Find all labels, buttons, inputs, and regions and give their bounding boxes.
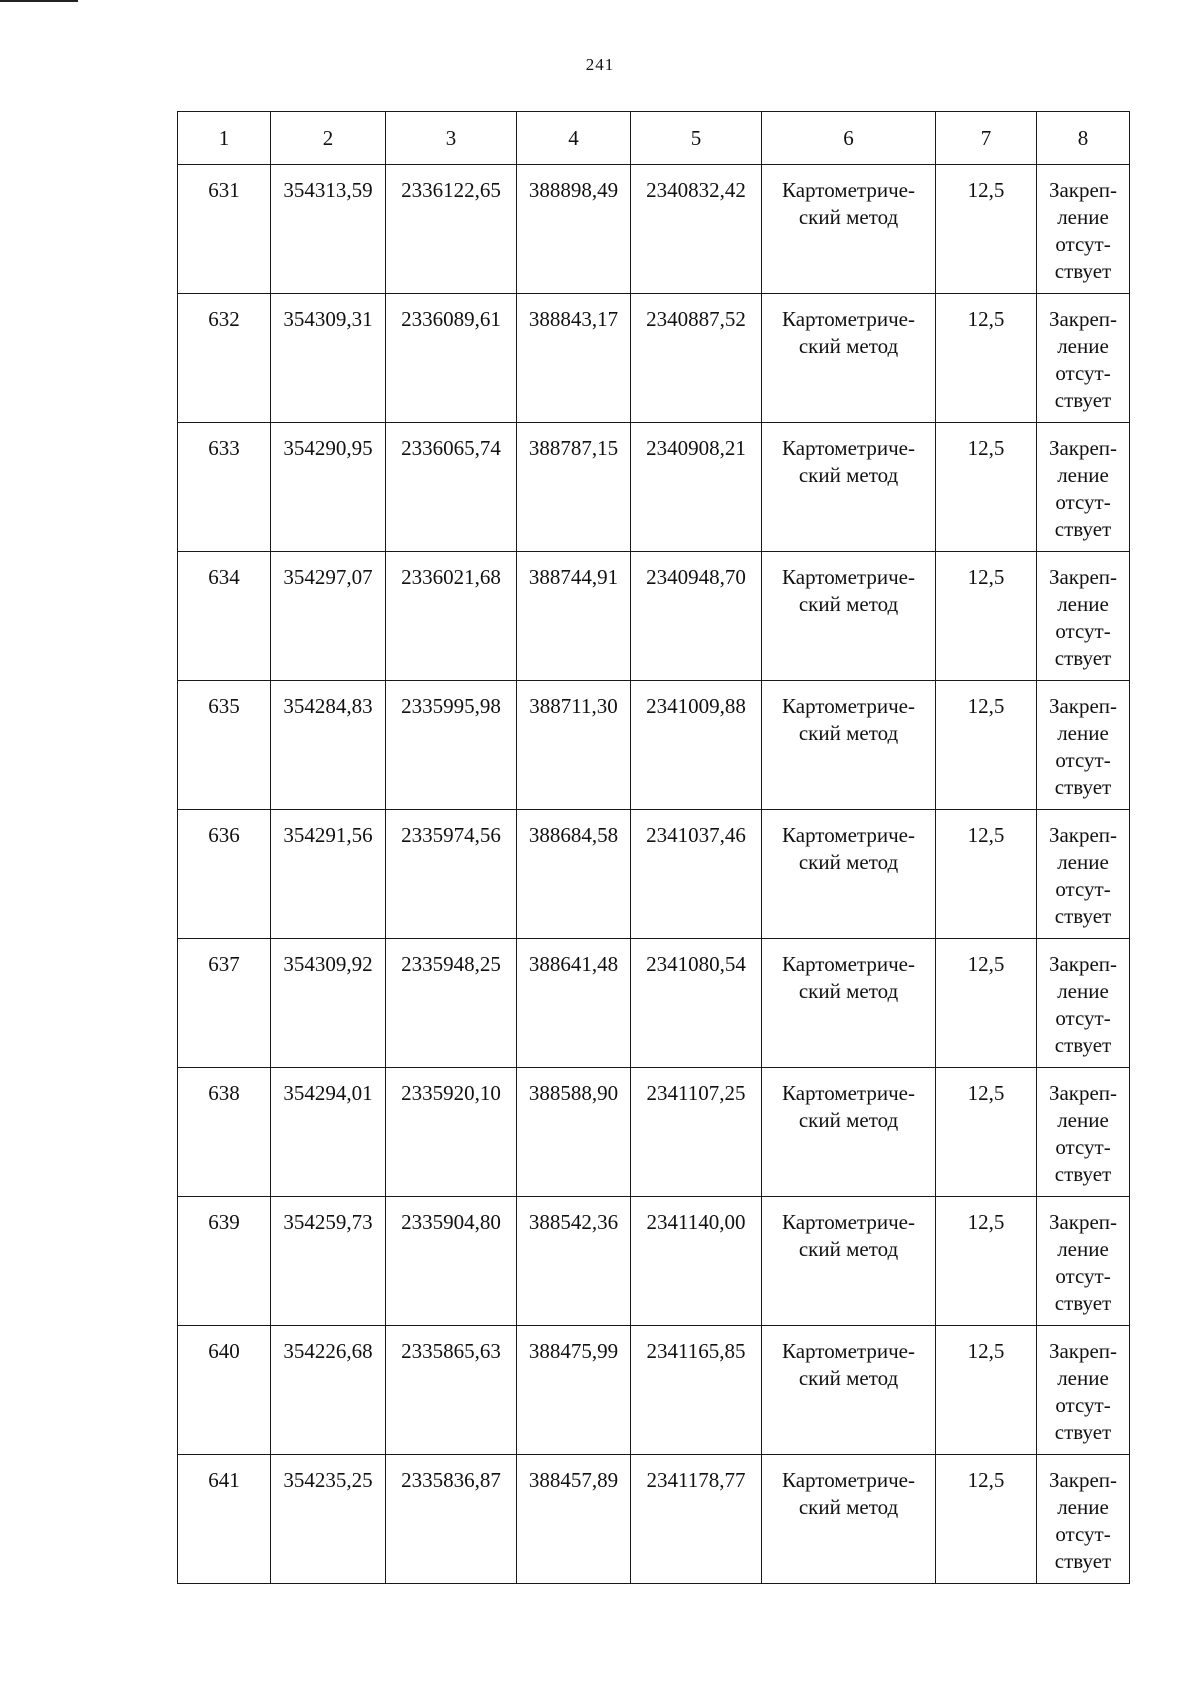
coord-col4-cell [517,294,631,423]
fixation-cell-text: ствует [1054,1291,1112,1315]
accuracy-cell [936,810,1037,939]
coord-col5-cell [631,1197,762,1326]
fixation-cell-text: отсут- [1055,748,1111,772]
fixation-cell-text: отсут- [1055,877,1111,901]
coord-col2-cell-text: 354309,92 [283,952,373,976]
coord-col2-cell-text: 354291,56 [283,823,373,847]
fixation-cell-text: ление [1057,463,1109,487]
method-cell-text: ский метод [798,1237,899,1261]
coord-col4-cell [517,1068,631,1197]
method-cell-text: Картометриче- [782,1210,915,1234]
coord-col3-cell-text: 2335948,25 [401,952,501,976]
coord-col2-cell [271,681,386,810]
point-number-cell-text: 633 [208,436,240,460]
coord-col4-cell-text: 388787,15 [528,436,619,460]
table-header [178,112,1130,165]
fixation-cell [1037,423,1130,552]
coord-col3-cell [386,552,517,681]
fixation-cell-text: ление [1057,205,1109,229]
table-row [178,1197,1130,1326]
coord-col2-cell [271,1068,386,1197]
fixation-cell [1037,939,1130,1068]
accuracy-cell [936,1455,1037,1584]
column-header-7: 7 [936,112,1037,165]
coord-col4-cell [517,1326,631,1455]
accuracy-cell-text: 12,5 [967,694,1005,718]
table-row [178,1455,1130,1584]
coord-col2-cell [271,1197,386,1326]
coord-col5-cell [631,1455,762,1584]
column-header-5: 5 [631,112,762,165]
coord-col2-cell-text: 354226,68 [283,1339,373,1363]
fixation-cell-text: ствует [1054,388,1112,412]
column-header-4: 4 [517,112,631,165]
accuracy-cell [936,939,1037,1068]
coord-col2-cell-text: 354259,73 [283,1210,373,1234]
fixation-cell-text: Закреп- [1048,436,1118,460]
coord-col3-cell-text: 2336065,74 [401,436,501,460]
coord-col2-cell-text: 354297,07 [283,565,373,589]
coord-col4-cell-text: 388588,90 [528,1081,619,1105]
fixation-cell-text: ление [1057,592,1109,616]
table-row [178,294,1130,423]
accuracy-cell [936,1197,1037,1326]
coord-col5-cell-text: 2340887,52 [646,307,746,331]
coord-col5-cell-text: 2341037,46 [646,823,746,847]
coord-col4-cell-text: 388843,17 [528,307,619,331]
coord-col3-cell-text: 2335974,56 [401,823,501,847]
coord-col4-cell-text: 388542,36 [528,1210,619,1234]
coord-col3-cell-text: 2335865,63 [401,1339,501,1363]
fixation-cell-text: ление [1057,721,1109,745]
fixation-cell-text: ление [1057,1108,1109,1132]
fixation-cell-text: ление [1057,850,1109,874]
accuracy-cell [936,552,1037,681]
coord-col5-cell [631,552,762,681]
table-row [178,423,1130,552]
coord-col5-cell-text: 2341165,85 [646,1339,746,1363]
fixation-cell-text: отсут- [1055,1264,1111,1288]
coord-col5-cell [631,1068,762,1197]
accuracy-cell-text: 12,5 [967,565,1005,589]
coord-col5-cell-text: 2341080,54 [646,952,746,976]
column-header-6: 6 [762,112,936,165]
accuracy-cell-text: 12,5 [967,1210,1005,1234]
coord-col5-cell [631,294,762,423]
point-number-cell [178,1326,271,1455]
coord-col3-cell-text: 2335920,10 [401,1081,501,1105]
coord-col3-cell [386,1455,517,1584]
accuracy-cell-text: 12,5 [967,436,1005,460]
accuracy-cell-text: 12,5 [967,823,1005,847]
fixation-cell-text: отсут- [1055,1393,1111,1417]
method-cell-text: Картометриче- [782,178,915,202]
coord-col3-cell [386,681,517,810]
coord-col4-cell [517,939,631,1068]
fixation-cell [1037,552,1130,681]
fixation-cell-text: ление [1057,979,1109,1003]
table-row [178,1326,1130,1455]
method-cell-text: ский метод [798,721,899,745]
coord-col5-cell [631,810,762,939]
table-row [178,1068,1130,1197]
coord-col3-cell-text: 2335995,98 [401,694,501,718]
fixation-cell-text: ление [1057,334,1109,358]
column-header-1: 1 [178,112,271,165]
point-number-cell [178,1068,271,1197]
fixation-cell-text: отсут- [1055,1006,1111,1030]
method-cell-text: Картометриче- [782,1081,915,1105]
method-cell [762,294,936,423]
coord-col3-cell-text: 2336122,65 [401,178,501,202]
method-cell [762,552,936,681]
accuracy-cell [936,1068,1037,1197]
method-cell [762,1455,936,1584]
fixation-cell-text: ствует [1054,1033,1112,1057]
point-number-cell-text: 639 [208,1210,240,1234]
method-cell-text: ский метод [798,1108,899,1132]
fixation-cell-text: ствует [1054,646,1112,670]
fixation-cell [1037,1455,1130,1584]
method-cell-text: Картометриче- [782,694,915,718]
method-cell-text: ский метод [798,205,899,229]
table-row [178,810,1130,939]
fixation-cell-text: ствует [1054,1162,1112,1186]
coord-col2-cell-text: 354313,59 [283,178,373,202]
fixation-cell-text: ствует [1054,517,1112,541]
coord-col4-cell [517,1197,631,1326]
accuracy-cell [936,423,1037,552]
method-cell [762,1068,936,1197]
coord-col2-cell [271,552,386,681]
coord-col5-cell-text: 2340832,42 [646,178,746,202]
table-row [178,165,1130,294]
fixation-cell-text: ствует [1054,259,1112,283]
coord-col3-cell [386,939,517,1068]
point-number-cell-text: 635 [208,694,240,718]
fixation-cell [1037,165,1130,294]
method-cell-text: ский метод [798,1495,899,1519]
fixation-cell-text: ление [1057,1495,1109,1519]
coord-col3-cell [386,423,517,552]
method-cell [762,810,936,939]
method-cell-text: ский метод [798,1366,899,1390]
point-number-cell-text: 640 [208,1339,240,1363]
coord-col3-cell-text: 2335904,80 [401,1210,501,1234]
fixation-cell [1037,810,1130,939]
fixation-cell-text: Закреп- [1048,694,1118,718]
coord-col2-cell-text: 354309,31 [283,307,373,331]
coord-col3-cell-text: 2336021,68 [401,565,501,589]
fixation-cell-text: отсут- [1055,232,1111,256]
coord-col4-cell [517,681,631,810]
coord-col4-cell [517,1455,631,1584]
coord-col5-cell-text: 2340908,21 [646,436,746,460]
coord-col2-cell [271,1455,386,1584]
method-cell [762,165,936,294]
method-cell-text: Картометриче- [782,952,915,976]
method-cell-text: Картометриче- [782,1339,915,1363]
point-number-cell-text: 641 [208,1468,240,1492]
coord-col3-cell [386,165,517,294]
coord-col4-cell-text: 388641,48 [528,952,619,976]
fixation-cell-text: отсут- [1055,1135,1111,1159]
accuracy-cell [936,294,1037,423]
accuracy-cell-text: 12,5 [967,307,1005,331]
coord-col2-cell [271,939,386,1068]
fixation-cell [1037,1197,1130,1326]
fixation-cell-text: ление [1057,1366,1109,1390]
coord-col3-cell-text: 2335836,87 [401,1468,501,1492]
coord-col4-cell-text: 388475,99 [528,1339,619,1363]
method-cell [762,1326,936,1455]
coord-col5-cell-text: 2341107,25 [646,1081,746,1105]
coord-col5-cell-text: 2340948,70 [646,565,746,589]
point-number-cell [178,1197,271,1326]
column-header-2: 2 [271,112,386,165]
fixation-cell-text: Закреп- [1048,1339,1118,1363]
method-cell-text: ский метод [798,463,899,487]
coord-col2-cell-text: 354290,95 [283,436,373,460]
coord-col4-cell-text: 388898,49 [528,178,619,202]
fixation-cell-text: Закреп- [1048,1210,1118,1234]
accuracy-cell-text: 12,5 [967,1081,1005,1105]
method-cell-text: ский метод [798,979,899,1003]
method-cell-text: Картометриче- [782,436,915,460]
coord-col3-cell [386,1197,517,1326]
method-cell-text: Картометриче- [782,307,915,331]
coord-col2-cell [271,165,386,294]
point-number-cell [178,423,271,552]
fixation-cell-text: ствует [1054,775,1112,799]
coord-col2-cell [271,1326,386,1455]
point-number-cell [178,552,271,681]
coord-col5-cell-text: 2341140,00 [646,1210,746,1234]
coord-col2-cell [271,423,386,552]
table-row [178,939,1130,1068]
method-cell [762,423,936,552]
coord-col4-cell [517,810,631,939]
point-number-cell [178,810,271,939]
page-number: 241 [585,55,615,74]
method-cell-text: ский метод [798,592,899,616]
fixation-cell-text: ление [1057,1237,1109,1261]
table-row [178,681,1130,810]
coord-col3-cell [386,810,517,939]
method-cell-text: Картометриче- [782,823,915,847]
coord-col2-cell-text: 354294,01 [283,1081,373,1105]
header-row [178,112,1130,165]
fixation-cell-text: Закреп- [1048,565,1118,589]
column-header-8: 8 [1037,112,1130,165]
point-number-cell [178,294,271,423]
coord-col2-cell [271,294,386,423]
coord-col4-cell-text: 388744,91 [528,565,619,589]
coord-col3-cell [386,294,517,423]
method-cell [762,681,936,810]
fixation-cell [1037,681,1130,810]
fixation-cell-text: Закреп- [1048,307,1118,331]
coord-col5-cell-text: 2341178,77 [646,1468,746,1492]
method-cell-text: ский метод [798,850,899,874]
point-number-cell-text: 631 [208,178,240,202]
coord-col5-cell [631,1326,762,1455]
accuracy-cell-text: 12,5 [967,952,1005,976]
table-body [178,165,1130,1584]
method-cell-text: ский метод [798,334,899,358]
accuracy-cell-text: 12,5 [967,1468,1005,1492]
point-number-cell-text: 638 [208,1081,240,1105]
point-number-cell [178,681,271,810]
fixation-cell-text: Закреп- [1048,1468,1118,1492]
point-number-cell-text: 636 [208,823,240,847]
method-cell [762,939,936,1068]
coord-col5-cell [631,165,762,294]
accuracy-cell [936,681,1037,810]
point-number-cell [178,1455,271,1584]
coord-col4-cell [517,423,631,552]
coord-col3-cell-text: 2336089,61 [401,307,501,331]
coord-col2-cell [271,810,386,939]
accuracy-cell [936,1326,1037,1455]
fixation-cell-text: Закреп- [1048,178,1118,202]
fixation-cell [1037,294,1130,423]
fixation-cell-text: Закреп- [1048,823,1118,847]
coord-col5-cell [631,681,762,810]
scan-edge-mark [0,0,78,2]
coord-col3-cell [386,1068,517,1197]
point-number-cell-text: 634 [208,565,240,589]
fixation-cell-text: отсут- [1055,361,1111,385]
coord-col4-cell-text: 388711,30 [529,694,618,718]
coord-col4-cell [517,552,631,681]
fixation-cell [1037,1326,1130,1455]
fixation-cell-text: отсут- [1055,490,1111,514]
fixation-cell-text: отсут- [1055,1522,1111,1546]
fixation-cell-text: ствует [1054,904,1112,928]
method-cell-text: Картометриче- [782,1468,915,1492]
point-number-cell [178,165,271,294]
coord-col5-cell [631,939,762,1068]
table-row [178,552,1130,681]
fixation-cell-text: Закреп- [1048,1081,1118,1105]
coord-col4-cell [517,165,631,294]
method-cell [762,1197,936,1326]
point-number-cell-text: 632 [208,307,240,331]
coord-col3-cell [386,1326,517,1455]
method-cell-text: Картометриче- [782,565,915,589]
coord-col5-cell-text: 2341009,88 [646,694,746,718]
accuracy-cell-text: 12,5 [967,1339,1005,1363]
coord-col4-cell-text: 388684,58 [528,823,619,847]
accuracy-cell [936,165,1037,294]
column-header-3: 3 [386,112,517,165]
fixation-cell [1037,1068,1130,1197]
coord-col4-cell-text: 388457,89 [528,1468,619,1492]
fixation-cell-text: отсут- [1055,619,1111,643]
coordinates-table [177,111,1130,1584]
point-number-cell [178,939,271,1068]
fixation-cell-text: Закреп- [1048,952,1118,976]
coord-col2-cell-text: 354284,83 [283,694,373,718]
fixation-cell-text: ствует [1054,1420,1112,1444]
point-number-cell-text: 637 [208,952,240,976]
accuracy-cell-text: 12,5 [967,178,1005,202]
coord-col2-cell-text: 354235,25 [283,1468,373,1492]
fixation-cell-text: ствует [1054,1549,1112,1573]
coord-col5-cell [631,423,762,552]
